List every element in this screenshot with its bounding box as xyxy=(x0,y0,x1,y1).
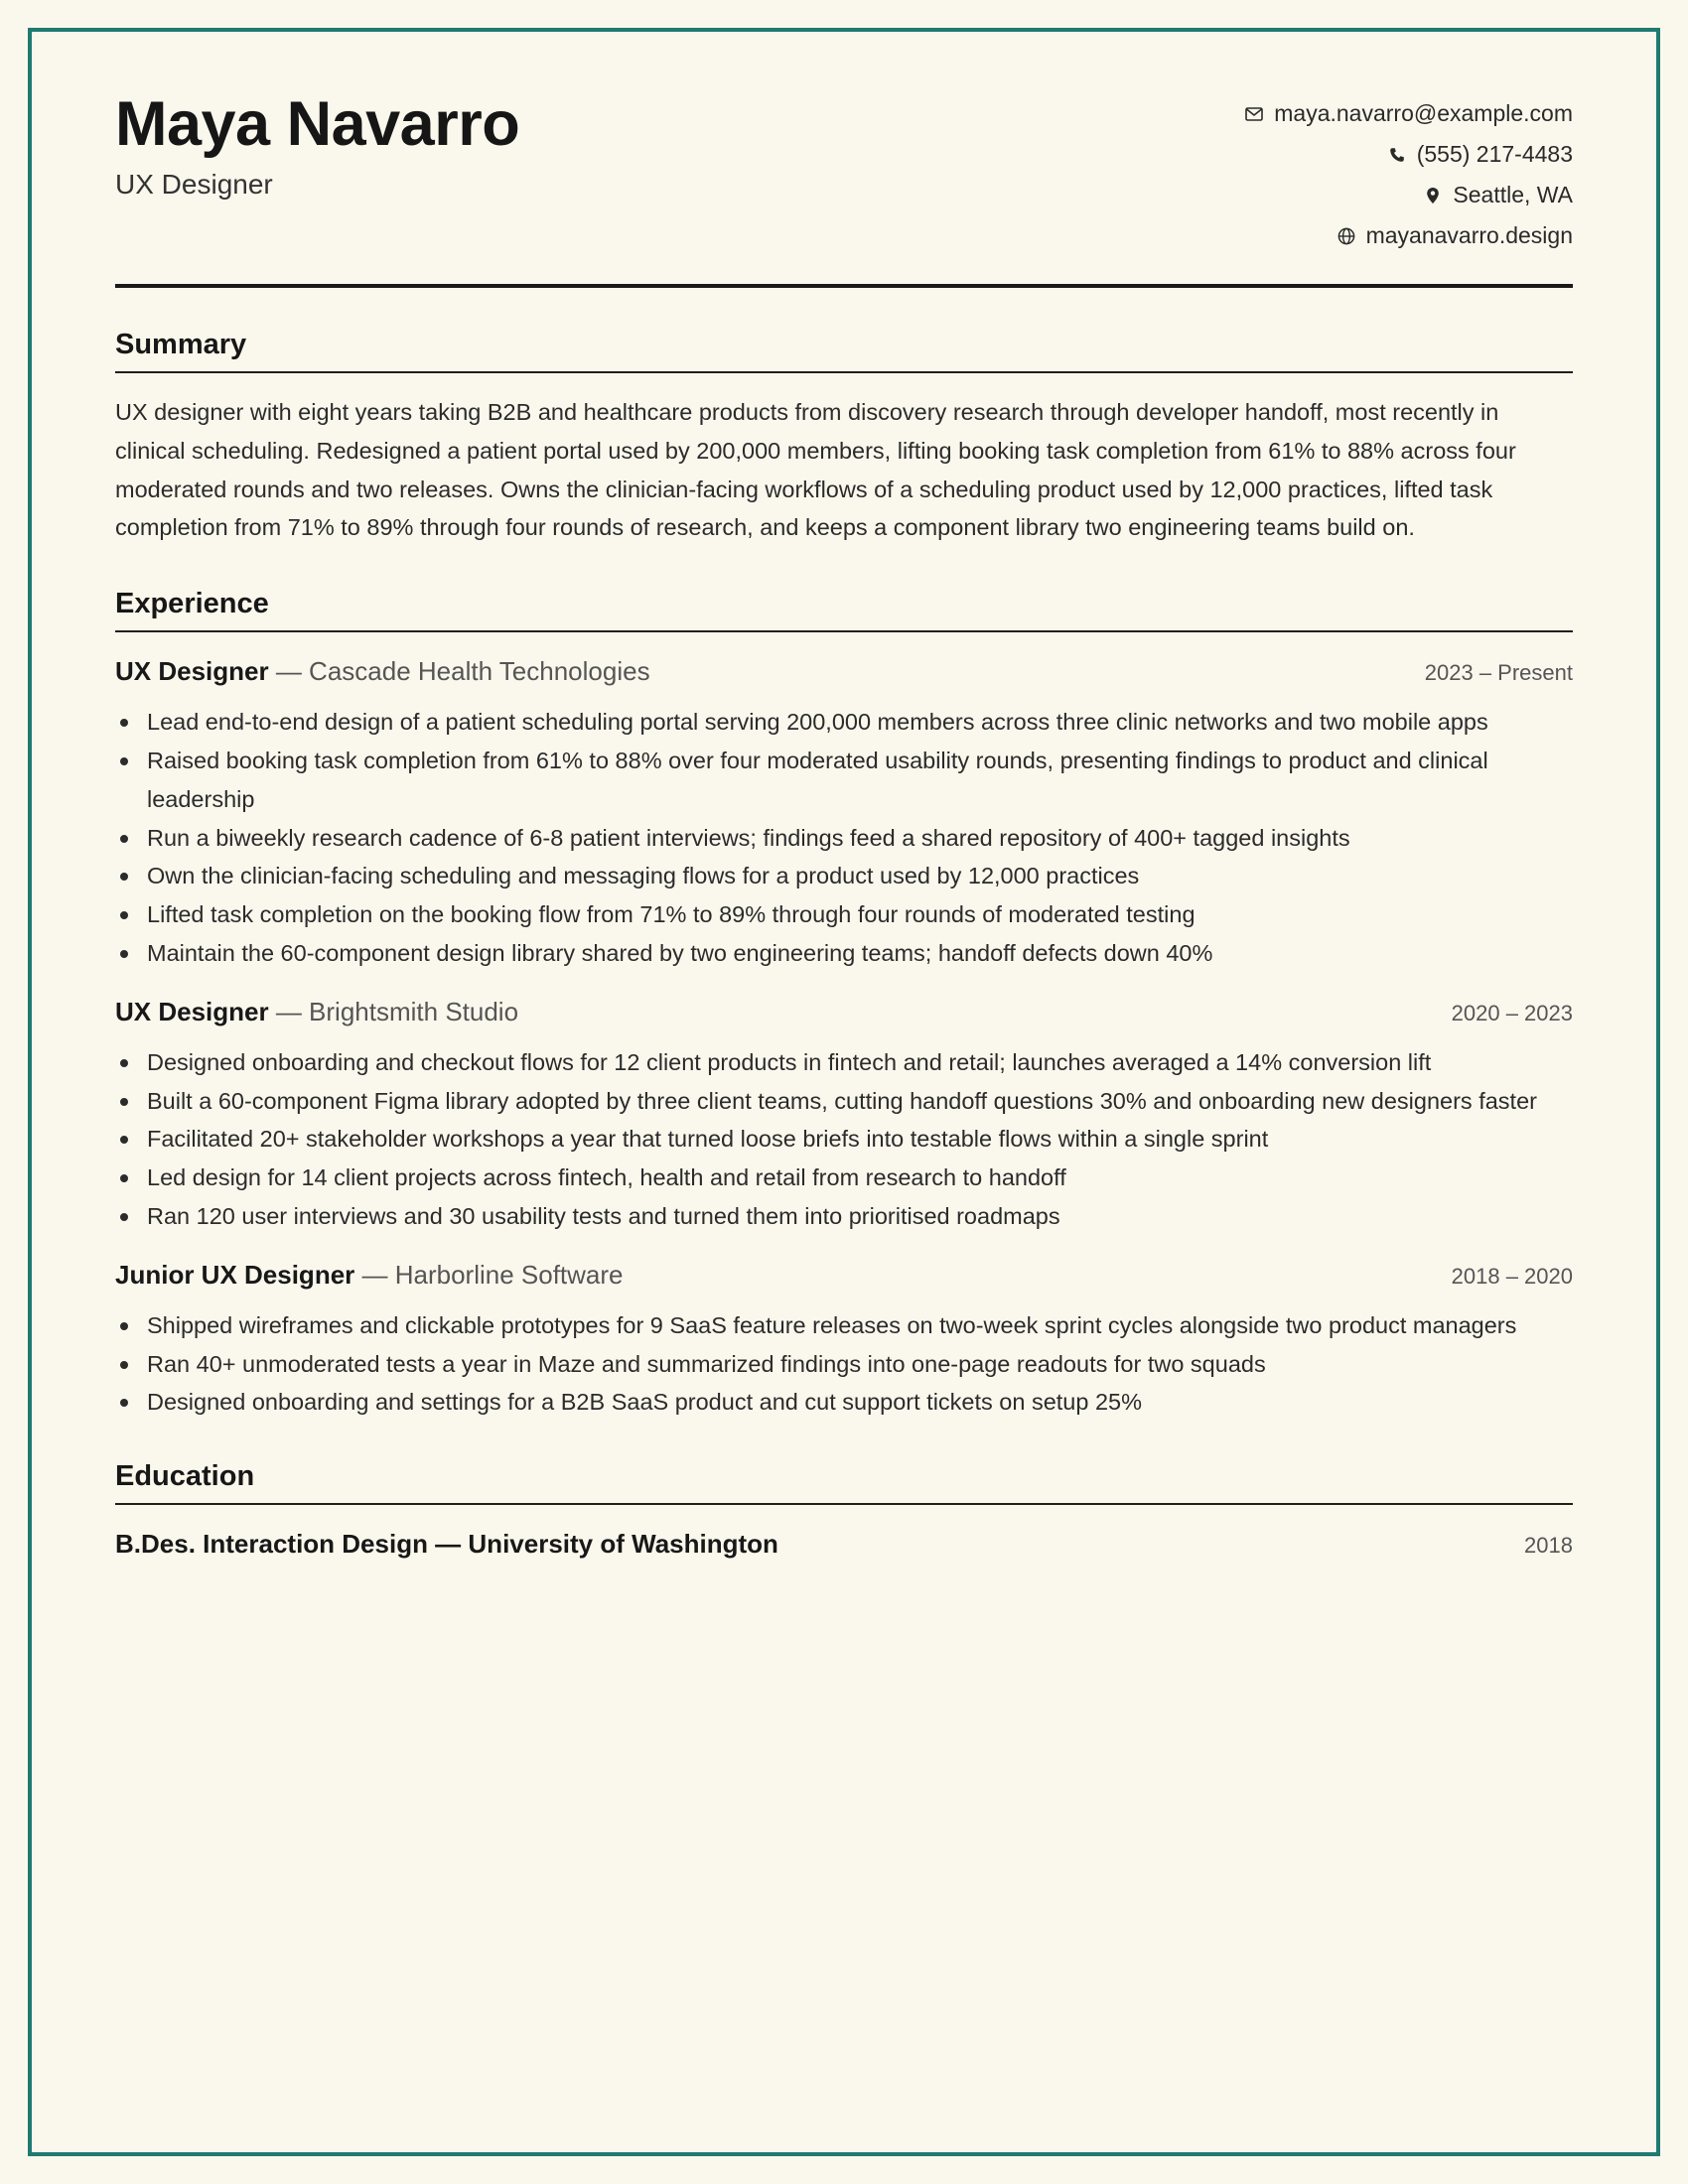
job-entry xyxy=(115,1258,1573,1422)
bullet-item: Ran 40+ unmoderated tests a year in Maze and summarized findings into one-page readouts for two squads xyxy=(147,1345,1573,1384)
globe-icon xyxy=(1336,226,1356,246)
contact-location-text: Seattle, WA xyxy=(1453,182,1573,207)
job-title: UX Designer xyxy=(115,996,269,1026)
bullet-item: Built a 60-component Figma library adopted by three client teams, cutting handoff questions 30% and onboarding new designers faster xyxy=(147,1082,1573,1121)
bullet-item: Ran 120 user interviews and 30 usability tests and turned them into prioritised roadmaps xyxy=(147,1197,1573,1236)
bullet-item: Shipped wireframes and clickable prototypes for 9 SaaS feature releases on two-week sprint cycles alongside two product managers xyxy=(147,1306,1573,1345)
education-degree: B.Des. Interaction Design — University of Washington xyxy=(115,1529,778,1560)
resume-header xyxy=(115,85,1573,284)
contact-phone-text: (555) 217-4483 xyxy=(1416,141,1573,167)
phone-icon xyxy=(1387,145,1407,165)
job-title: UX Designer xyxy=(115,656,269,687)
job-dates: 2018 – 2020 xyxy=(1451,1263,1573,1289)
experience-heading: Experience xyxy=(115,585,1573,632)
candidate-name: Maya Navarro xyxy=(115,89,520,159)
job-company: — Brightsmith Studio xyxy=(268,996,519,1026)
job-bullets xyxy=(115,1043,1573,1236)
job-entry xyxy=(115,995,1573,1236)
job-bullets xyxy=(115,1306,1573,1422)
contact-phone xyxy=(1244,134,1573,175)
bullet-item: Facilitated 20+ stakeholder workshops a year that turned loose briefs into testable flows within a single sprint xyxy=(147,1120,1573,1159)
job-title: Junior UX Designer xyxy=(115,1259,355,1290)
contact-email-text: maya.navarro@example.com xyxy=(1274,100,1573,126)
header-divider xyxy=(115,284,1573,288)
contact-website xyxy=(1244,215,1573,256)
contact-email xyxy=(1244,93,1573,134)
job-entry xyxy=(115,654,1573,973)
bullet-item: Maintain the 60-component design library shared by two engineering teams; handoff defects down 40% xyxy=(147,934,1573,973)
bullet-item: Run a biweekly research cadence of 6-8 patient interviews; findings feed a shared repository of 400+ tagged insights xyxy=(147,819,1573,858)
contact-list xyxy=(1244,93,1573,256)
experience-section xyxy=(115,585,1573,1422)
job-bullets xyxy=(115,703,1573,973)
contact-website-text: mayanavarro.design xyxy=(1365,222,1573,248)
job-heading xyxy=(115,1258,624,1297)
job-dates: 2023 – Present xyxy=(1424,660,1573,686)
education-section xyxy=(115,1457,1573,1563)
bullet-item: Own the clinician-facing scheduling and messaging flows for a product used by 12,000 practices xyxy=(147,857,1573,895)
map-pin-icon xyxy=(1423,186,1443,205)
resume xyxy=(115,85,1573,1563)
job-header xyxy=(115,1258,1573,1297)
job-heading xyxy=(115,995,518,1033)
candidate-role: UX Designer xyxy=(115,169,273,200)
envelope-icon xyxy=(1244,104,1264,124)
bullet-item: Designed onboarding and settings for a B2B SaaS product and cut support tickets on setup 25% xyxy=(147,1383,1573,1422)
bullet-item: Designed onboarding and checkout flows for 12 client products in fintech and retail; launches averaged a 14% conversion lift xyxy=(147,1043,1573,1082)
bullet-item: Raised booking task completion from 61% to 88% over four moderated usability rounds, presenting findings to product and clinical leadership xyxy=(147,742,1573,819)
job-company: — Harborline Software xyxy=(354,1259,624,1290)
summary-heading: Summary xyxy=(115,326,1573,373)
bullet-item: Lead end-to-end design of a patient scheduling portal serving 200,000 members across three clinic networks and two mobile apps xyxy=(147,703,1573,742)
bullet-item: Led design for 14 client projects across fintech, health and retail from research to handoff xyxy=(147,1159,1573,1197)
summary-section xyxy=(115,326,1573,547)
education-year: 2018 xyxy=(1524,1533,1573,1559)
education-heading: Education xyxy=(115,1457,1573,1505)
job-dates: 2020 – 2023 xyxy=(1451,1000,1573,1025)
job-header xyxy=(115,995,1573,1033)
job-heading xyxy=(115,654,650,693)
education-entry xyxy=(115,1527,1573,1563)
job-header xyxy=(115,654,1573,693)
contact-location xyxy=(1244,175,1573,215)
job-company: — Cascade Health Technologies xyxy=(268,656,650,687)
bullet-item: Lifted task completion on the booking flow from 71% to 89% through four rounds of moderated testing xyxy=(147,895,1573,934)
summary-text: UX designer with eight years taking B2B and healthcare products from discovery research through developer handoff, most recently in clinical scheduling. Redesigned a patient portal used by 200,000 members, lifting booking task completion from 61% to 88% across four moderated rounds and two releases. Owns the clinician-facing workflows of a scheduling product used by 12,000 practices, lifted task completion from 71% to 89% through four rounds of research, and keeps a component library two engineering teams build on. xyxy=(115,399,1516,541)
